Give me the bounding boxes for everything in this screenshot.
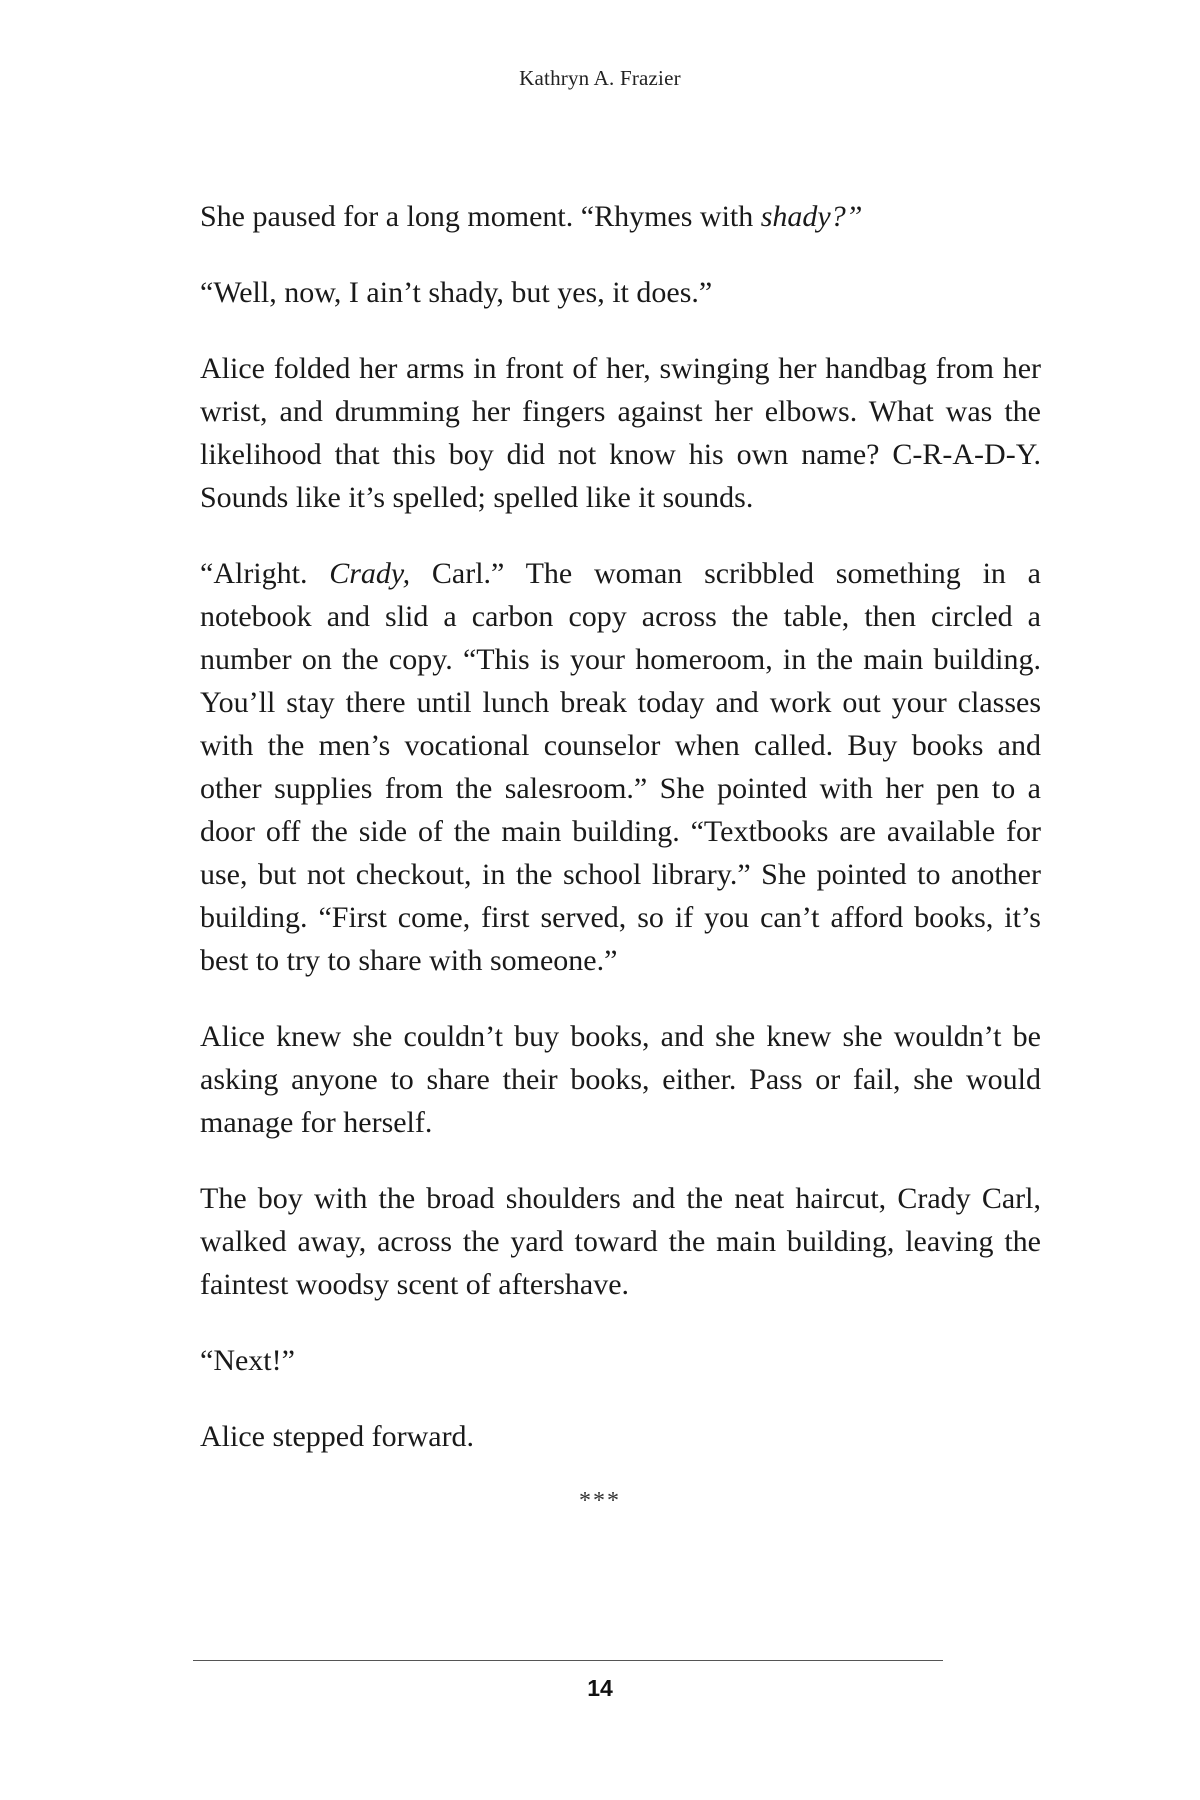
scene-break: ***: [579, 1488, 621, 1514]
paragraph-4-text: “Alright.: [200, 557, 330, 590]
page-number: 14: [587, 1675, 613, 1701]
paragraph-2: “Well, now, I ain’t shady, but yes, it does.”: [200, 276, 713, 309]
running-header-author: Kathryn A. Frazier: [519, 66, 681, 90]
paragraph-6: The boy with the broad shoulders and the neat haircut, Crady Carl, walked away, across the yard toward the main building, leaving the faintest woodsy scent of aftershave.: [200, 1182, 1041, 1301]
paragraph-7: “Next!”: [200, 1344, 295, 1377]
paragraph-8: Alice stepped forward.: [200, 1420, 475, 1453]
paragraph-1-text: She paused for a long moment. “Rhymes with: [200, 200, 761, 233]
footer-divider: [193, 1660, 943, 1661]
paragraph-1-italic: shady?”: [760, 200, 863, 233]
body-text: [200, 195, 1041, 1491]
paragraph-4-tail: Carl.” The woman scribbled something in a notebook and slid a carbon copy across the table, then circled a number on the copy. “This is your homeroom, in the main building. You’ll stay there until lunch break today and work out your classes with the men’s vocational counselor when called. Buy books and other supplies from the salesroom.” She pointed with her pen to a door off the side of the main building. “Textbooks are available for use, but not checkout, in the school library.” She pointed to another building. “First come, first served, so if you can’t afford books, it’s best to try to share with someone.”: [200, 557, 1041, 977]
paragraph-3: Alice folded her arms in front of her, swinging her handbag from her wrist, and drumming her fingers against her elbows. What was the likelihood that this boy did not know his own name? C-R-A-D-Y. Sounds like it’s spelled; spelled like it sounds.: [200, 352, 1041, 514]
paragraph-4: [200, 552, 1041, 982]
paragraph-1: [200, 195, 1041, 238]
paragraph-5: Alice knew she couldn’t buy books, and she knew she wouldn’t be asking anyone to share their books, either. Pass or fail, she would manage for herself.: [200, 1020, 1041, 1139]
paragraph-4-italic: Crady,: [329, 557, 411, 590]
